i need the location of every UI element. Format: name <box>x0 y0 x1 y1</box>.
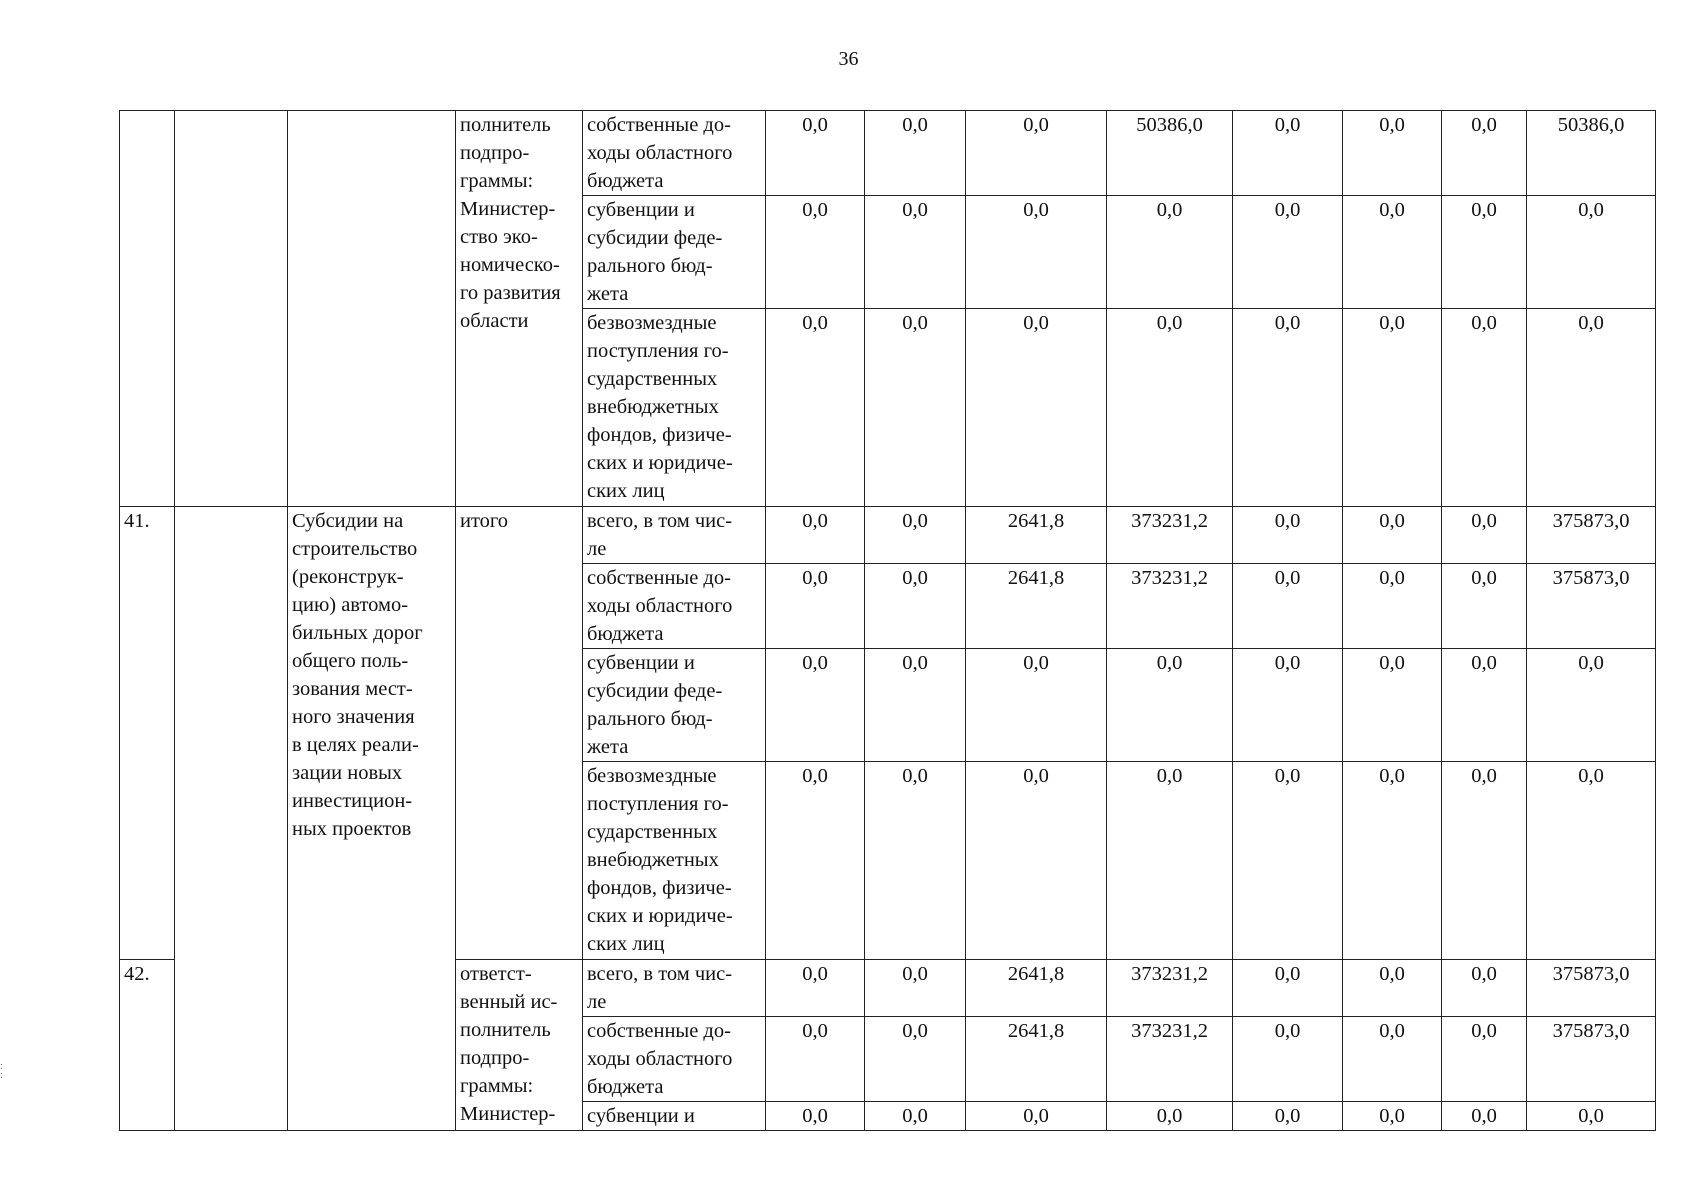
amount-cell: 0,0 <box>1107 649 1233 762</box>
amount-cell: 0,0 <box>865 1102 966 1131</box>
amount-cell: 0,0 <box>1107 1102 1233 1131</box>
amount-cell: 0,0 <box>1107 309 1233 507</box>
amount-cell: 0,0 <box>966 309 1107 507</box>
amount-cell: 0,0 <box>1233 111 1343 196</box>
amount-cell: 0,0 <box>766 1017 865 1102</box>
amount-cell: 0,0 <box>766 762 865 960</box>
amount-cell: 0,0 <box>966 196 1107 309</box>
amount-cell: 0,0 <box>865 1017 966 1102</box>
text-cell: полнитель подпро- граммы: Министер- ство эко- номическо- го развития области <box>456 111 583 507</box>
amount-cell: 0,0 <box>865 762 966 960</box>
amount-cell: 0,0 <box>1343 564 1442 649</box>
amount-cell: 0,0 <box>1233 309 1343 507</box>
funding-source-cell: всего, в том чис- ле <box>583 960 766 1017</box>
amount-cell: 0,0 <box>766 1102 865 1131</box>
funding-source-cell: субвенции и субсидии феде- рального бюд- жета <box>583 196 766 309</box>
amount-cell: 0,0 <box>865 649 966 762</box>
amount-cell: 0,0 <box>865 564 966 649</box>
amount-cell: 0,0 <box>1527 762 1656 960</box>
funding-source-cell: всего, в том чис- ле <box>583 507 766 564</box>
margin-marks: : : <box>0 1061 3 1081</box>
amount-cell: 373231,2 <box>1107 507 1233 564</box>
funding-source-cell: собственные до- ходы областного бюджета <box>583 1017 766 1102</box>
amount-cell: 0,0 <box>1233 1017 1343 1102</box>
amount-cell: 2641,8 <box>966 564 1107 649</box>
text-cell <box>288 111 456 507</box>
amount-cell: 375873,0 <box>1527 960 1656 1017</box>
amount-cell: 0,0 <box>1343 649 1442 762</box>
amount-cell: 0,0 <box>966 1102 1107 1131</box>
amount-cell: 0,0 <box>1442 196 1527 309</box>
amount-cell: 0,0 <box>966 649 1107 762</box>
amount-cell: 0,0 <box>1442 111 1527 196</box>
text-cell <box>120 111 175 507</box>
funding-source-cell: субвенции и субсидии феде- рального бюд- жета <box>583 649 766 762</box>
amount-cell: 0,0 <box>1343 1102 1442 1131</box>
amount-cell: 0,0 <box>1442 507 1527 564</box>
table-row <box>120 111 1656 196</box>
page-number: 36 <box>838 48 859 70</box>
amount-cell: 0,0 <box>1343 1017 1442 1102</box>
amount-cell: 0,0 <box>1343 111 1442 196</box>
text-cell: 41. <box>120 507 175 960</box>
amount-cell: 375873,0 <box>1527 564 1656 649</box>
amount-cell: 0,0 <box>1233 1102 1343 1131</box>
amount-cell: 0,0 <box>1442 1102 1527 1131</box>
text-cell <box>175 507 288 1131</box>
amount-cell: 373231,2 <box>1107 1017 1233 1102</box>
text-cell <box>175 111 288 507</box>
amount-cell: 0,0 <box>1442 960 1527 1017</box>
amount-cell: 0,0 <box>766 649 865 762</box>
amount-cell: 0,0 <box>865 960 966 1017</box>
amount-cell: 0,0 <box>1442 762 1527 960</box>
text-cell: ответст- венный ис- полнитель подпро- граммы: Министер- <box>456 960 583 1131</box>
amount-cell: 0,0 <box>1233 762 1343 960</box>
amount-cell: 0,0 <box>1233 507 1343 564</box>
amount-cell: 0,0 <box>1442 564 1527 649</box>
amount-cell: 0,0 <box>766 507 865 564</box>
amount-cell: 0,0 <box>1527 1102 1656 1131</box>
amount-cell: 0,0 <box>966 111 1107 196</box>
amount-cell: 0,0 <box>1233 196 1343 309</box>
amount-cell: 373231,2 <box>1107 564 1233 649</box>
amount-cell: 0,0 <box>1343 507 1442 564</box>
amount-cell: 0,0 <box>1107 196 1233 309</box>
amount-cell: 0,0 <box>865 309 966 507</box>
amount-cell: 0,0 <box>1233 649 1343 762</box>
funding-source-cell: собственные до- ходы областного бюджета <box>583 564 766 649</box>
table-body <box>120 111 1656 1131</box>
amount-cell: 375873,0 <box>1527 507 1656 564</box>
amount-cell: 0,0 <box>1527 309 1656 507</box>
amount-cell: 0,0 <box>1442 1017 1527 1102</box>
text-cell: итого <box>456 507 583 960</box>
amount-cell: 0,0 <box>1527 196 1656 309</box>
amount-cell: 0,0 <box>1233 564 1343 649</box>
amount-cell: 0,0 <box>865 111 966 196</box>
amount-cell: 2641,8 <box>966 960 1107 1017</box>
amount-cell: 375873,0 <box>1527 1017 1656 1102</box>
amount-cell: 0,0 <box>766 196 865 309</box>
amount-cell: 50386,0 <box>1107 111 1233 196</box>
amount-cell: 2641,8 <box>966 1017 1107 1102</box>
funding-source-cell: субвенции и <box>583 1102 766 1131</box>
amount-cell: 50386,0 <box>1527 111 1656 196</box>
amount-cell: 0,0 <box>1343 196 1442 309</box>
table-row <box>120 507 1656 564</box>
amount-cell: 0,0 <box>1527 649 1656 762</box>
amount-cell: 0,0 <box>1442 649 1527 762</box>
amount-cell: 0,0 <box>865 196 966 309</box>
text-cell: 42. <box>120 960 175 1131</box>
funding-source-cell: собственные до- ходы областного бюджета <box>583 111 766 196</box>
budget-table <box>119 110 1656 1131</box>
amount-cell: 0,0 <box>1343 762 1442 960</box>
amount-cell: 0,0 <box>1233 960 1343 1017</box>
amount-cell: 0,0 <box>766 309 865 507</box>
amount-cell: 0,0 <box>865 507 966 564</box>
amount-cell: 0,0 <box>766 960 865 1017</box>
amount-cell: 0,0 <box>766 111 865 196</box>
amount-cell: 0,0 <box>1343 960 1442 1017</box>
funding-source-cell: безвозмездные поступления го- сударственных внебюджетных фондов, физиче- ских и юридиче- ских лиц <box>583 762 766 960</box>
amount-cell: 0,0 <box>1107 762 1233 960</box>
funding-source-cell: безвозмездные поступления го- сударственных внебюджетных фондов, физиче- ских и юридиче- ских лиц <box>583 309 766 507</box>
amount-cell: 0,0 <box>766 564 865 649</box>
amount-cell: 373231,2 <box>1107 960 1233 1017</box>
amount-cell: 2641,8 <box>966 507 1107 564</box>
amount-cell: 0,0 <box>966 762 1107 960</box>
amount-cell: 0,0 <box>1442 309 1527 507</box>
amount-cell: 0,0 <box>1343 309 1442 507</box>
text-cell: Субсидии на строительство (реконструк- цию) автомо- бильных дорог общего поль- зования мест- ного значения в целях реали- зации новых инвестицион- ных проектов <box>288 507 456 1131</box>
